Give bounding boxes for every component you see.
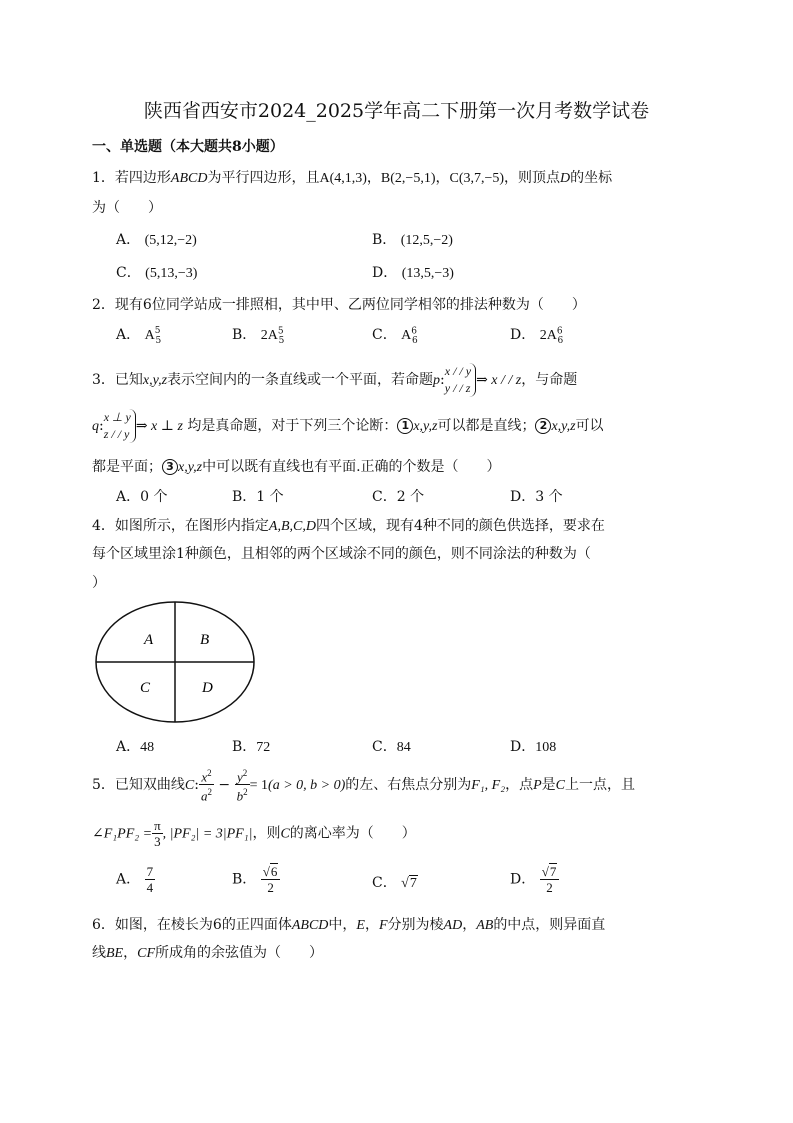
question-5-line-2: ∠F₁PF₂ = $\frac{\pi}{3}$ , |PF₂| = 3|PF₁|，则C的离心率为（ ） [92, 818, 416, 849]
circled-number: 1 [397, 418, 413, 434]
region-label-d: D [202, 680, 213, 696]
question-4-line-2: 每个区域里涂1种颜色，且相邻的两个区域涂不同的颜色，则不同涂法的种数为（ [92, 546, 591, 562]
option-a[interactable]: A． $A^5_5$ [116, 326, 162, 346]
section-heading: 一、单选题（本大题共8小题） [92, 139, 284, 155]
option-d[interactable]: D．3 个 [510, 489, 563, 505]
option-d[interactable]: D．108 [510, 739, 557, 755]
option-a[interactable]: A．0 个 [116, 489, 168, 505]
option-c[interactable]: C． $A^6_6$ [372, 326, 418, 346]
option-c[interactable]: C．84 [372, 739, 411, 755]
option-c[interactable]: C． √7 [372, 875, 417, 891]
option-a[interactable]: A． $\frac{7}{4}$ [116, 864, 154, 895]
option-d[interactable]: D． $\frac{√7}{2}$ [510, 864, 559, 895]
question-3-line-3: 都是平面； 3 x,y,z中可以既有直线也有平面.正确的个数是（ ） [92, 459, 501, 475]
region-label-c: C [140, 680, 151, 696]
option-b[interactable]: B． $\frac{√6}{2}$ [232, 864, 280, 895]
circled-number: 3 [162, 459, 178, 475]
option-b[interactable]: B． $2A^5_5$ [232, 326, 285, 346]
question-3-line-2: q: x ⊥ y z / / y ⇒ x ⊥ z 均是真命题，对于下列三个论断： 1 x,y,z可以都是直线； 2 x,y,z可以 [92, 410, 604, 441]
option-d[interactable]: D． (13,5,−3) [372, 265, 454, 281]
question-1-line-1: 1．若四边形ABCD为平行四边形，且A(4,1,3)，B(2,−5,1)，C(3,7,−5)，则顶点D的坐标 [92, 170, 613, 186]
option-b[interactable]: B． (12,5,−2) [372, 232, 453, 248]
question-6-line-1: 6．如图，在棱长为6的正四面体ABCD中，E，F分别为棱AD，AB的中点，则异面直 [92, 917, 606, 933]
question-1-line-2: 为（ ） [92, 200, 162, 216]
question-3-line-1: 3．已知x,y,z表示空间内的一条直线或一个平面，若命题p: x / / y y / / z ⇒ x / / z，与命题 [92, 364, 578, 395]
question-4-line-1: 4．如图所示，在图形内指定A,B,C,D四个区域，现有4种不同的颜色供选择，要求在 [92, 518, 605, 534]
question-2-text: 2．现有6位同学站成一排照相，其中甲、乙两位同学相邻的排法种数为（ ） [92, 297, 586, 313]
circled-number: 2 [535, 418, 551, 434]
option-c[interactable]: C． (5,13,−3) [116, 265, 198, 281]
region-label-a: A [144, 632, 154, 648]
question-4-line-3: ） [92, 575, 106, 591]
question-5-line-1: 5．已知双曲线C: $\frac{x^2}{a^2}$ − $\frac{y^2}{b^2}$ = 1(a > 0, b > 0)的左、右焦点分别为F₁, F₂，点P是C上一点，且 [92, 768, 635, 804]
question-6-line-2: 线BE，CF所成角的余弦值为（ ） [92, 945, 323, 961]
page-title: 陕西省西安市2024_2025学年高二下册第一次月考数学试卷 [143, 100, 650, 122]
option-d[interactable]: D． $2A^6_6$ [510, 326, 564, 346]
question-number: 1． [92, 170, 115, 186]
region-diagram [92, 598, 258, 726]
option-c[interactable]: C．2 个 [372, 489, 425, 505]
option-a[interactable]: A． (5,12,−2) [116, 232, 197, 248]
option-b[interactable]: B．1 个 [232, 489, 284, 505]
region-label-b: B [200, 632, 210, 648]
option-a[interactable]: A．48 [116, 739, 155, 755]
option-b[interactable]: B．72 [232, 739, 271, 755]
